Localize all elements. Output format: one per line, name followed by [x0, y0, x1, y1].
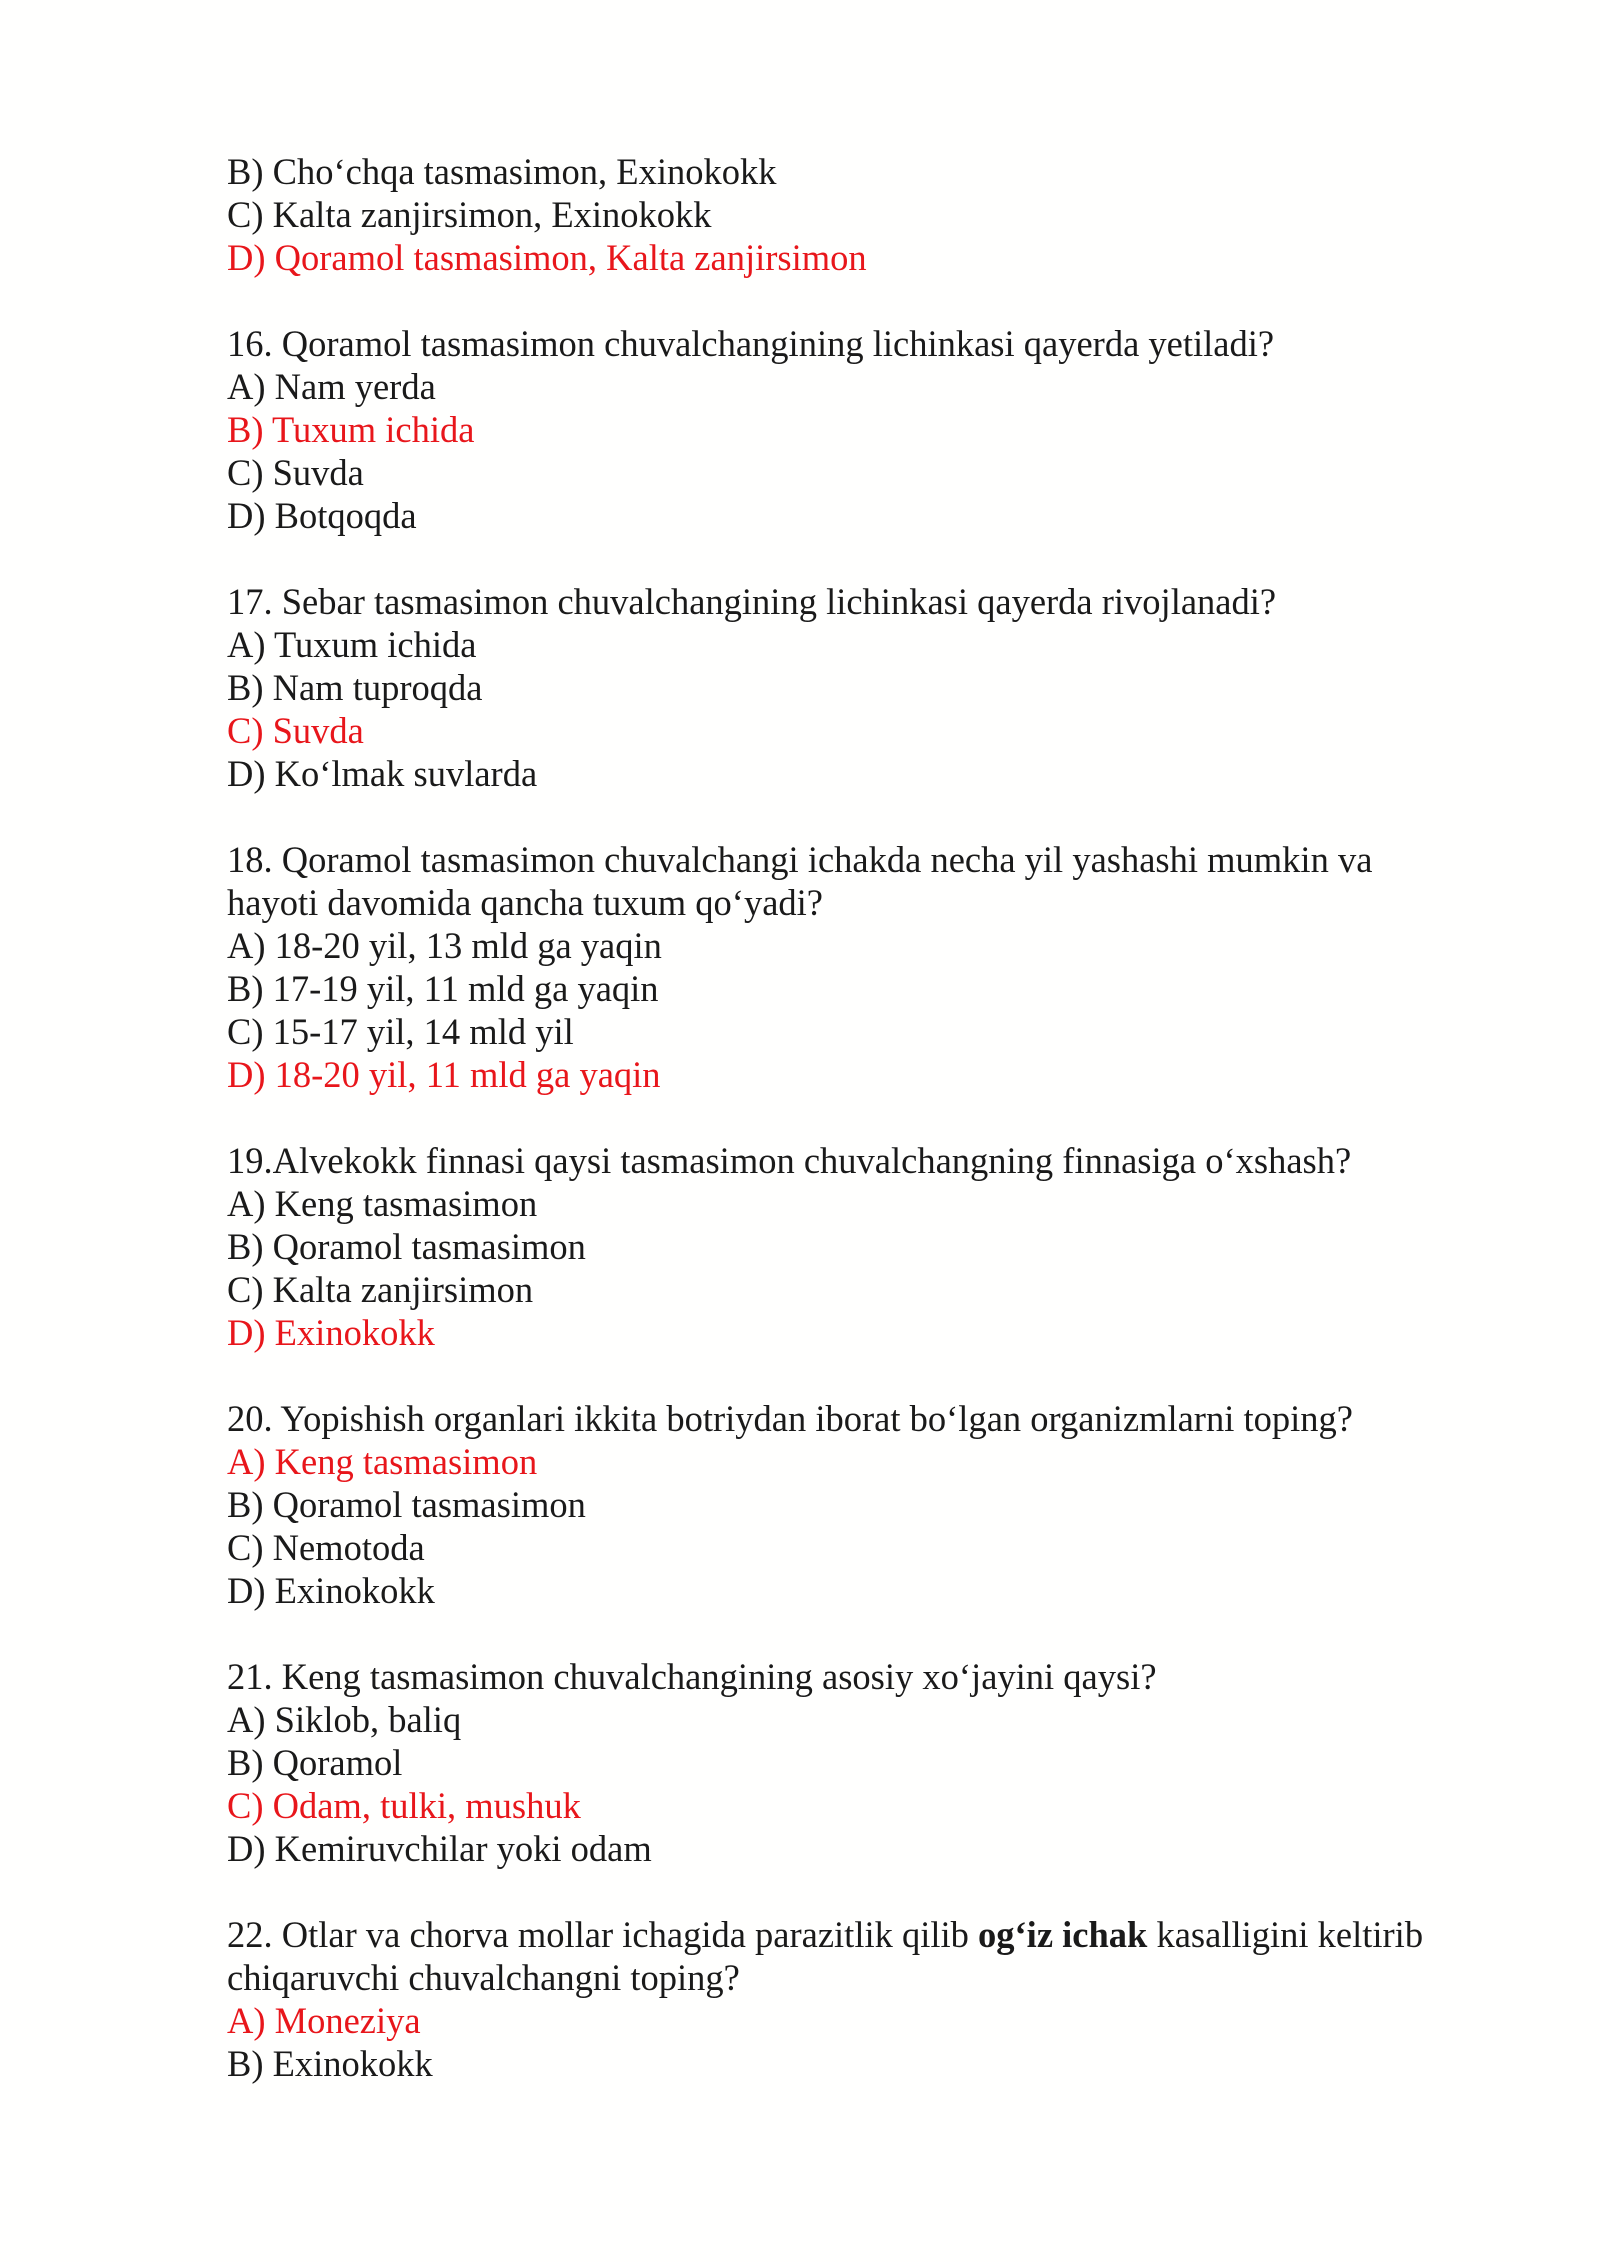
answer-option: D) Kemiruvchilar yoki odam	[227, 1828, 652, 1869]
question-text-part: 22. Otlar va chorva mollar ichagida parazitlik qilib	[227, 1914, 979, 1955]
question-text-continued: hayoti davomida qancha tuxum qo‘yadi?	[227, 882, 823, 923]
answer-option: B) 17-19 yil, 11 mld ga yaqin	[227, 968, 659, 1009]
question-block-15-continued	[227, 150, 1487, 279]
question-text: 16. Qoramol tasmasimon chuvalchangining lichinkasi qayerda yetiladi?	[227, 323, 1275, 364]
answer-option: B) Exinokokk	[227, 2043, 433, 2084]
answer-option: A) Nam yerda	[227, 366, 436, 407]
question-text	[227, 1913, 1487, 1956]
answer-option: B) Qoramol	[227, 1742, 403, 1783]
spacer	[227, 1096, 1487, 1139]
question-bold-term: og‘iz ichak	[978, 1914, 1148, 1955]
question-text-part: kasalligini keltirib	[1147, 1914, 1424, 1955]
question-block-17	[227, 580, 1487, 795]
answer-option: C) 15-17 yil, 14 mld yil	[227, 1011, 574, 1052]
spacer	[227, 537, 1487, 580]
question-text: 18. Qoramol tasmasimon chuvalchangi ichakda necha yil yashashi mumkin va	[227, 839, 1373, 880]
question-text: 17. Sebar tasmasimon chuvalchangining lichinkasi qayerda rivojlanadi?	[227, 581, 1277, 622]
answer-option: C) Kalta zanjirsimon, Exinokokk	[227, 194, 712, 235]
question-block-20	[227, 1397, 1487, 1612]
question-block-18	[227, 838, 1487, 1096]
spacer	[227, 1612, 1487, 1655]
question-text: 19.Alvekokk finnasi qaysi tasmasimon chuvalchangning finnasiga o‘xshash?	[227, 1140, 1352, 1181]
question-text: 21. Keng tasmasimon chuvalchangining asosiy xo‘jayini qaysi?	[227, 1656, 1157, 1697]
question-block-22	[227, 1913, 1487, 2085]
answer-option: B) Cho‘chqa tasmasimon, Exinokokk	[227, 151, 777, 192]
answer-option: B) Qoramol tasmasimon	[227, 1484, 586, 1525]
answer-option: C) Suvda	[227, 452, 364, 493]
answer-option: B) Qoramol tasmasimon	[227, 1226, 586, 1267]
answer-option: D) Exinokokk	[227, 1570, 435, 1611]
spacer	[227, 279, 1487, 322]
correct-answer-option: D) Exinokokk	[227, 1312, 435, 1353]
correct-answer-option: A) Keng tasmasimon	[227, 1441, 538, 1482]
correct-answer-option: C) Suvda	[227, 710, 364, 751]
correct-answer-option: D) Qoramol tasmasimon, Kalta zanjirsimon	[227, 237, 867, 278]
question-block-19	[227, 1139, 1487, 1354]
correct-answer-option: B) Tuxum ichida	[227, 409, 475, 450]
answer-option: C) Nemotoda	[227, 1527, 425, 1568]
answer-option: A) Siklob, baliq	[227, 1699, 462, 1740]
correct-answer-option: D) 18-20 yil, 11 mld ga yaqin	[227, 1054, 661, 1095]
question-text: 20. Yopishish organlari ikkita botriydan iborat bo‘lgan organizmlarni toping?	[227, 1398, 1353, 1439]
answer-option: D) Botqoqda	[227, 495, 417, 536]
quiz-content	[227, 150, 1487, 2085]
answer-option: A) Tuxum ichida	[227, 624, 477, 665]
answer-option: D) Ko‘lmak suvlarda	[227, 753, 538, 794]
question-text-continued: chiqaruvchi chuvalchangni toping?	[227, 1957, 740, 1998]
answer-option: A) 18-20 yil, 13 mld ga yaqin	[227, 925, 662, 966]
answer-option: C) Kalta zanjirsimon	[227, 1269, 534, 1310]
correct-answer-option: A) Moneziya	[227, 2000, 421, 2041]
question-block-16	[227, 322, 1487, 537]
question-block-21	[227, 1655, 1487, 1870]
spacer	[227, 795, 1487, 838]
spacer	[227, 1870, 1487, 1913]
answer-option: A) Keng tasmasimon	[227, 1183, 538, 1224]
correct-answer-option: C) Odam, tulki, mushuk	[227, 1785, 581, 1826]
answer-option: B) Nam tuproqda	[227, 667, 483, 708]
spacer	[227, 1354, 1487, 1397]
